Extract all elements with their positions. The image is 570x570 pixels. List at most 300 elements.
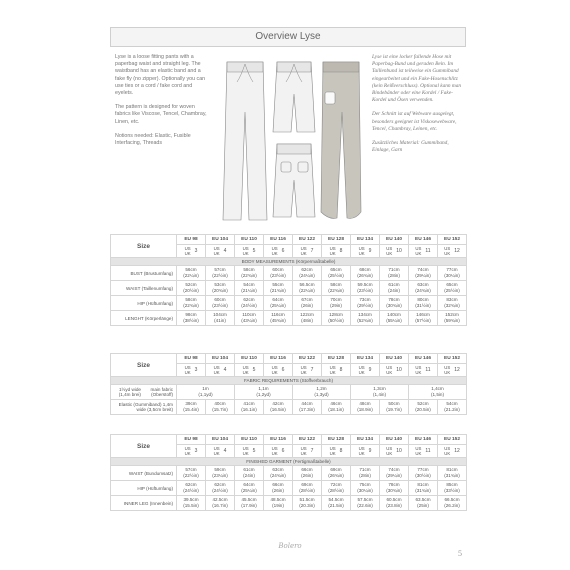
value-in: (26.2in) [444,503,460,508]
value-in: (59¾in) [444,318,460,323]
section-heading: FINISHED GARMENT (Fertigmaßtabelle) [111,458,467,466]
elastic-value [264,400,293,415]
value-cm: 60.5cm [386,497,402,502]
us-label: US [358,246,365,251]
value-cm: 71cm [388,267,400,272]
measurement-cell [380,281,409,296]
measurement-cell [293,296,322,311]
us-uk-label [386,246,392,256]
eu-size: EU 116 [264,435,293,445]
value-cm: 54cm [243,282,255,287]
us-uk-size [264,364,293,377]
us-uk-number: 3 [194,248,198,254]
us-uk-number: 6 [281,448,285,454]
us-uk-size [351,364,380,377]
value-in: (21.5in) [328,503,344,508]
brand-logo: Bolero [278,542,302,550]
eu-size: EU 152 [438,354,467,364]
us-uk-label [301,446,307,456]
value-in: (21.2in) [444,407,460,412]
measurement-row [111,481,467,496]
us-label: US [184,246,191,251]
us-uk-wrap [322,446,350,456]
elastic-label: Elastic (Gummiband) 1,4m wide (3,5cm breit) [111,400,177,415]
measurement-cell [438,496,467,511]
value-cm: 66cm [301,467,313,472]
us-uk-number: 12 [454,248,460,254]
eu-size: EU 134 [351,435,380,445]
value-cm: 58cm [243,267,255,272]
uk-label: UK [444,370,451,375]
eu-size: EU 152 [438,435,467,445]
measurement-row [111,311,467,326]
value-in: (24½in) [241,303,257,308]
us-label: US [213,365,220,370]
value-cm: 68cm [359,267,371,272]
us-uk-label [359,446,365,456]
value-in: (20.5in) [415,407,431,412]
fabric-width-label: 1½yd wide (1,4m brei) [118,387,141,397]
measurement-cell [177,266,206,281]
value-in: (23½in) [357,288,373,293]
measurement-cell [206,296,235,311]
value-cm: 65cm [330,267,342,272]
value-in: (30¼in) [444,273,460,278]
measurement-row [111,496,467,511]
value-in: (29¼in) [415,273,431,278]
us-uk-number: 4 [223,367,227,373]
us-uk-number: 6 [281,367,285,373]
value-in: (48in) [301,318,313,323]
measurement-cell [409,296,438,311]
us-uk-number: 4 [223,248,227,254]
eu-size: EU 134 [351,354,380,364]
value-cm: 50cm [388,401,400,406]
elastic-value [177,400,206,415]
measurement-row [111,266,467,281]
value-in: (30¾in) [386,488,402,493]
us-uk-number: 5 [252,248,256,254]
value-cm: 52cm [185,282,197,287]
us-uk-size [177,364,206,377]
eu-size: EU 116 [264,354,293,364]
value-cm: 80cm [417,297,429,302]
value-cm: 66cm [272,482,284,487]
measurement-cell [322,296,351,311]
value-in: (22¼in) [183,273,199,278]
eu-size: EU 110 [235,435,264,445]
value-in: (21¼in) [241,288,257,293]
value-cm: 42.5cm [212,497,228,502]
value-in: (28½in) [328,488,344,493]
us-uk-label [415,365,421,375]
eu-size: EU 98 [177,235,206,245]
measurement-cell [177,481,206,496]
us-uk-wrap [409,246,437,256]
document-page [110,22,466,570]
us-uk-label [444,365,450,375]
us-uk-wrap [293,246,321,256]
eu-size: EU 110 [235,235,264,245]
value-cm: 77cm [446,267,458,272]
us-uk-wrap [380,446,408,456]
value-in: (33½in) [444,488,460,493]
us-uk-label [386,365,392,375]
eu-size: EU 122 [293,354,322,364]
measurement-cell [409,481,438,496]
value-cm: 69cm [330,467,342,472]
desc-de-paragraph: Lyse ist eine locker fallende Hose mit Paperbag-Bund und geraden Bein. Im Taillenbund ist teilweise ein Gummiband eingearbeitet und ein Fake-Hosenschlitz (kein Reißverschluss). Optional kann man Bindebänder oder eine Kordel / Fake-Kordel und Ösen verwenden. [372,54,461,104]
value-cm: 128cm [329,312,343,317]
value-in: (55¼in) [386,318,402,323]
fabric-value [177,385,235,400]
eu-size: EU 98 [177,435,206,445]
us-uk-number: 9 [368,448,372,454]
measurement-cell [206,266,235,281]
value-cm: 70cm [330,297,342,302]
value-in: (25½in) [328,273,344,278]
us-uk-wrap [293,365,321,375]
uk-label: UK [184,451,191,456]
measurement-cell [380,496,409,511]
us-uk-size [293,245,322,258]
value-cm: 1,2m [316,386,327,391]
measurement-cell [438,311,467,326]
us-label: US [415,365,422,370]
measurement-cell [322,311,351,326]
us-uk-number: 5 [252,367,256,373]
measurement-cell [177,281,206,296]
uk-label: UK [184,370,191,375]
finished-garment-table [110,434,467,511]
eu-size: EU 128 [322,235,351,245]
us-uk-size [235,364,264,377]
value-in: (15.7in) [212,407,228,412]
value-cm: 57cm [185,467,197,472]
value-in: (30¼in) [357,488,373,493]
value-in: (32¾in) [444,303,460,308]
value-cm: 74cm [388,467,400,472]
measurement-row [111,296,467,311]
value-cm: 1,3cm [373,386,386,391]
us-uk-label [243,446,249,456]
description-english [115,54,208,234]
page-title: Overview Lyse [110,27,466,47]
value-cm: 64cm [243,482,255,487]
us-uk-wrap [235,246,263,256]
eu-size: EU 104 [206,435,235,445]
us-label: US [444,246,451,251]
us-uk-number: 10 [396,448,402,454]
value-in: (1,4in) [372,392,387,397]
value-in: (26in) [301,303,313,308]
uk-label: UK [415,251,422,256]
measurement-cell [264,266,293,281]
value-cm: 51.5cm [299,497,315,502]
value-in: (30¾in) [386,303,402,308]
us-label: US [386,446,393,451]
uk-label: UK [271,370,278,375]
main-fabric-row [111,385,467,400]
fabric-requirements-table [110,353,467,415]
measurement-cell [264,466,293,481]
value-cm: 81cm [417,482,429,487]
elastic-value [380,400,409,415]
measurement-cell [409,311,438,326]
uk-label: UK [242,251,249,256]
us-uk-number: 11 [425,448,431,454]
value-cm: 56cm [185,267,197,272]
us-uk-wrap [322,365,350,375]
row-label: LENGHT (Körperlänge) [111,311,177,326]
section-heading-row [111,377,467,385]
value-cm: 62cm [214,482,226,487]
us-uk-number: 9 [368,367,372,373]
value-in: (1,3yd) [314,392,329,397]
us-uk-size [293,364,322,377]
measurement-cell [235,311,264,326]
value-cm: 67cm [301,297,313,302]
us-label: US [213,446,220,451]
eu-size: EU 128 [322,435,351,445]
us-uk-size [177,245,206,258]
us-uk-wrap [264,446,292,456]
section-heading: FABRIC REQUIREMENTS (Stoffverbrauch) [111,377,467,385]
us-uk-label [415,446,421,456]
row-label: HIP (Hüftumfang) [111,296,177,311]
us-uk-label [444,246,450,256]
value-cm: 104cm [213,312,227,317]
uk-label: UK [358,370,365,375]
desc-de-paragraph: Der Schnitt ist auf Webware ausgelegt, besonders geeignet ist Viskosewebware, Tencel, Chambray, Leinen, etc. [372,111,457,132]
eu-size: EU 122 [293,235,322,245]
value-in: (1,1yd) [198,392,213,397]
value-in: (20½in) [183,288,199,293]
us-uk-label [243,246,249,256]
us-uk-label [444,446,450,456]
value-in: (24¾in) [270,473,286,478]
us-uk-size [380,245,409,258]
main-fabric-label [111,385,177,400]
us-uk-number: 12 [454,367,460,373]
value-in: (17.9in) [241,503,257,508]
value-in: (43¼in) [241,318,257,323]
us-uk-label [301,246,307,256]
us-label: US [242,446,249,451]
value-cm: 45.5cm [241,497,257,502]
us-uk-size [206,364,235,377]
us-uk-number: 9 [368,248,372,254]
measurement-cell [293,311,322,326]
us-uk-label [415,246,421,256]
value-cm: 48cm [359,401,371,406]
us-uk-wrap [235,365,263,375]
value-in: (23½in) [270,273,286,278]
measurement-cell [351,266,380,281]
uk-label: UK [300,370,307,375]
uk-label: UK [213,251,220,256]
measurement-cell [293,281,322,296]
us-uk-size [293,445,322,458]
pants-drawing [215,52,365,227]
measurement-cell [322,481,351,496]
measurement-cell [438,296,467,311]
value-in: (25in) [417,503,429,508]
us-label: US [242,246,249,251]
uk-label: UK [271,451,278,456]
value-cm: 62cm [301,267,313,272]
us-uk-size [206,445,235,458]
measurement-cell [438,466,467,481]
us-label: US [184,365,191,370]
value-cm: 52cm [417,401,429,406]
eu-size: EU 146 [409,235,438,245]
value-in: (23.8in) [386,503,402,508]
us-uk-label [386,446,392,456]
us-uk-number: 10 [396,248,402,254]
us-uk-number: 8 [339,448,343,454]
measurement-cell [177,311,206,326]
value-cm: 54cm [446,401,458,406]
value-cm: 53cm [214,282,226,287]
value-cm: 63cm [272,467,284,472]
value-in: (29½in) [357,303,373,308]
measurement-cell [206,281,235,296]
us-uk-number: 10 [396,367,402,373]
value-cm: 72cm [330,482,342,487]
measurement-cell [264,296,293,311]
uk-label: UK [329,370,336,375]
us-uk-number: 8 [339,248,343,254]
desc-en-paragraph: The pattern is designed for woven fabrics like Viscose, Tencel, Chambray, Linen, etc. [115,104,207,125]
us-uk-wrap [322,246,350,256]
row-label: WAIST (Bundumsatz) [111,466,177,481]
value-in: (18.1in) [328,407,344,412]
uk-label: UK [213,370,220,375]
us-uk-wrap [206,246,234,256]
body-measurements-table [110,234,467,326]
row-label: WAIST (Taillenumfang) [111,281,177,296]
value-in: (22½in) [183,473,199,478]
value-in: (15.5in) [183,503,199,508]
value-cm: 110cm [242,312,256,317]
us-label: US [444,446,451,451]
desc-de-paragraph: Zusätzliches Material: Gummiband, Einlage, Garn [372,140,449,154]
value-cm: 57cm [214,267,226,272]
us-uk-wrap [206,446,234,456]
value-cm: 63cm [417,282,429,287]
elastic-row [111,400,467,415]
us-uk-label [359,246,365,256]
value-cm: 146cm [416,312,430,317]
value-in: (41in) [214,318,226,323]
measurement-cell [351,296,380,311]
measurement-cell [351,481,380,496]
us-label: US [271,446,278,451]
us-label: US [271,365,278,370]
us-label: US [300,246,307,251]
us-uk-size [409,445,438,458]
size-label: Size [111,235,177,258]
us-uk-wrap [438,246,466,256]
us-uk-label [214,446,220,456]
eu-size: EU 140 [380,435,409,445]
elastic-value [409,400,438,415]
uk-label: UK [271,251,278,256]
value-cm: 75cm [359,482,371,487]
uk-label: UK [444,251,451,256]
measurement-cell [235,266,264,281]
uk-label: UK [386,251,393,256]
value-cm: 1,4cm [431,386,444,391]
value-in: (1,5in) [430,392,445,397]
us-uk-size [438,364,467,377]
uk-label: UK [358,451,365,456]
eu-size: EU 152 [438,235,467,245]
value-in: (16.1in) [241,407,257,412]
value-cm: 46cm [330,401,342,406]
us-uk-label [359,365,365,375]
measurement-cell [380,311,409,326]
measurement-cell [351,466,380,481]
uk-label: UK [242,451,249,456]
value-in: (23½in) [212,303,228,308]
value-cm: 98cm [185,312,197,317]
eu-size: EU 128 [322,354,351,364]
section-heading: BODY MEASUREMENTS (Körpermaßtabelle) [111,258,467,266]
us-uk-size [206,245,235,258]
desc-en-paragraph: Notions needed: Elastic, Fusible Interfacing, Threads [115,132,191,147]
value-cm: 1m [202,386,209,391]
eu-size: EU 146 [409,435,438,445]
us-uk-wrap [409,365,437,375]
value-cm: 122cm [300,312,314,317]
us-uk-wrap [177,365,205,375]
measurement-row [111,466,467,481]
value-cm: 134cm [358,312,372,317]
elastic-value [322,400,351,415]
value-in: (31¾in) [415,488,431,493]
uk-label: UK [242,370,249,375]
value-in: (25¼in) [241,488,257,493]
us-label: US [329,365,336,370]
size-label: Size [111,435,177,458]
us-uk-label [185,446,191,456]
value-cm: 78cm [388,482,400,487]
us-uk-size [322,364,351,377]
row-label: INNER LEG (Innenbein) [111,496,177,511]
us-uk-label [330,246,336,256]
measurement-cell [380,296,409,311]
value-in: (21¾in) [270,288,286,293]
value-cm: 78cm [388,297,400,302]
us-uk-number: 12 [454,448,460,454]
measurement-cell [235,281,264,296]
us-label: US [271,246,278,251]
uk-label: UK [213,451,220,456]
uk-label: UK [415,451,422,456]
us-label: US [386,246,393,251]
main-fabric-label-wrap [111,387,173,397]
us-label: US [358,365,365,370]
uk-label: UK [444,451,451,456]
value-cm: 63.5cm [415,497,431,502]
uk-label: UK [386,370,393,375]
value-cm: 62cm [243,297,255,302]
us-uk-wrap [293,446,321,456]
us-label: US [415,446,422,451]
eu-size: EU 98 [177,354,206,364]
